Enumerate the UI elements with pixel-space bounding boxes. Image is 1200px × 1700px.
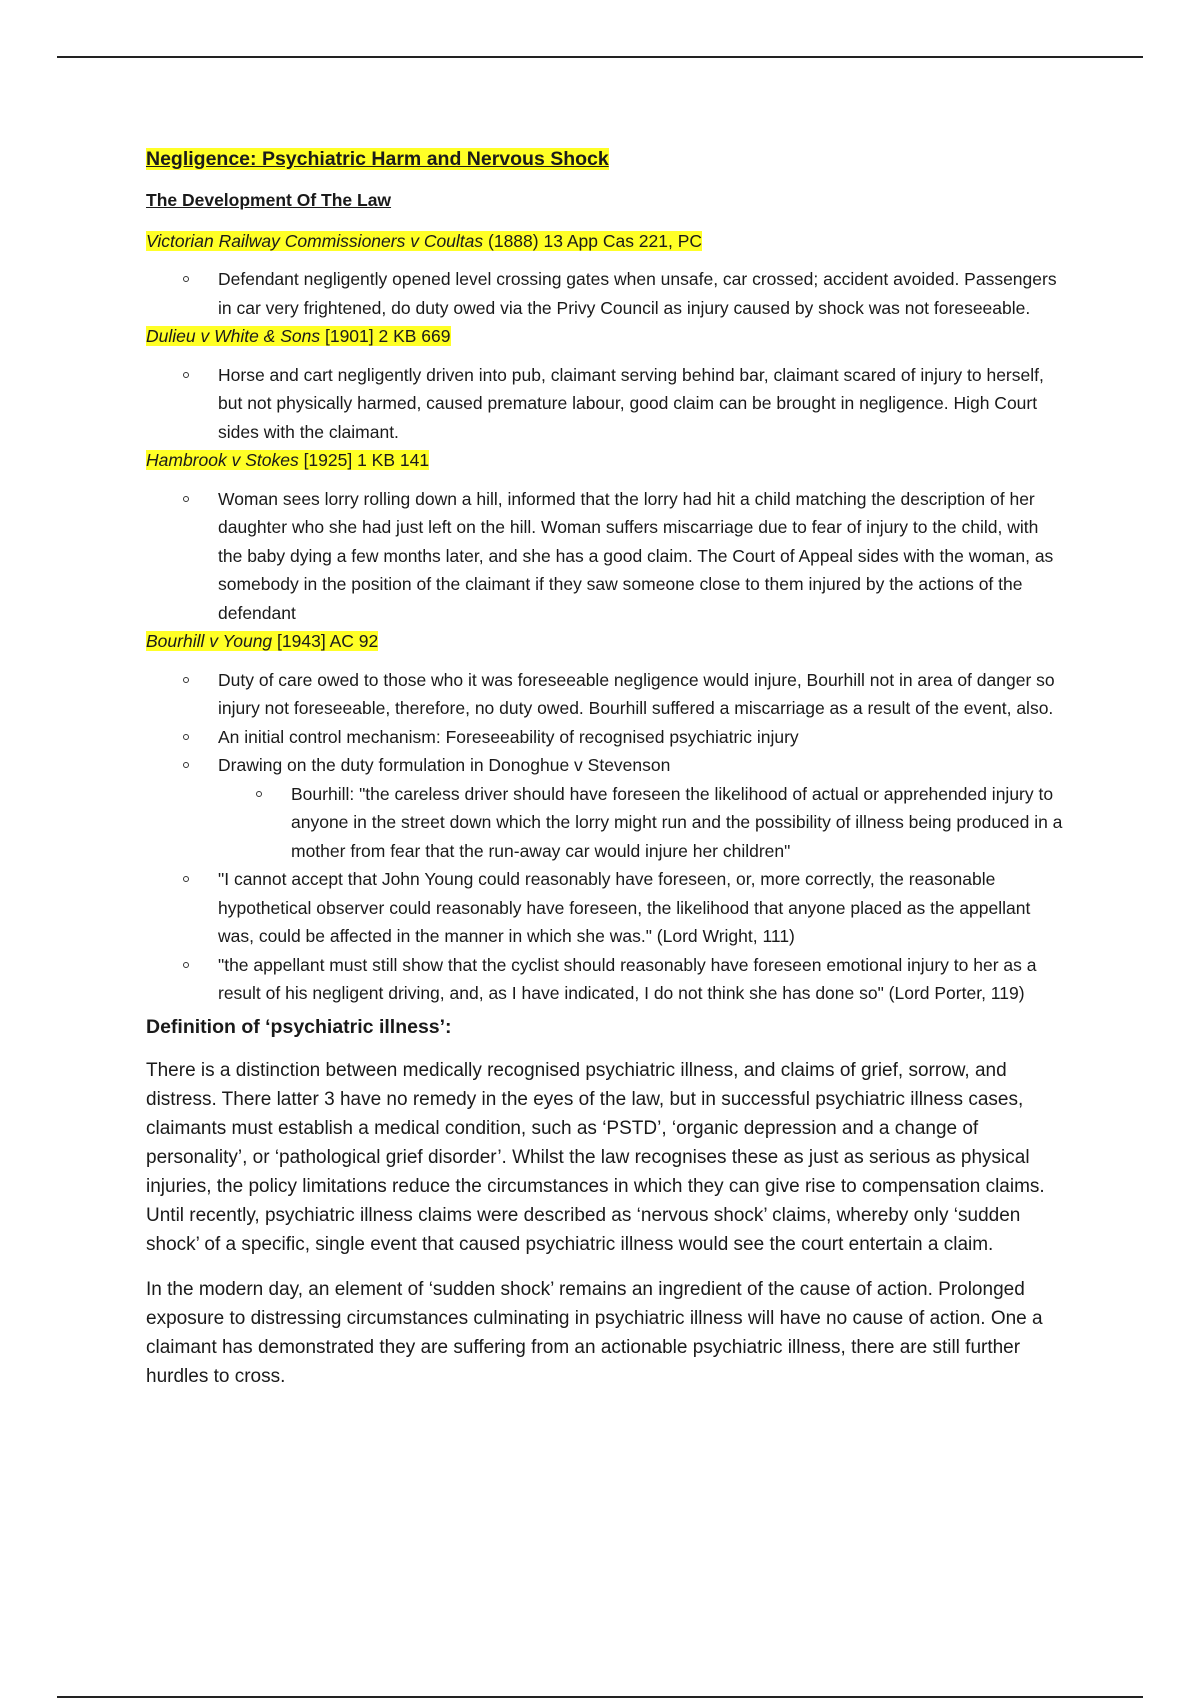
- case-heading: [146, 446, 1066, 475]
- case-bullet-list: [146, 666, 1066, 1008]
- definition-heading: Definition of ‘psychiatric illness’:: [146, 1015, 452, 1038]
- hollow-bullet-icon: [183, 276, 189, 282]
- hollow-bullet-icon: [183, 734, 189, 740]
- page-top-rule: [57, 56, 1143, 58]
- hollow-bullet-icon: [183, 876, 189, 882]
- case-name: Hambrook v Stokes: [146, 450, 299, 470]
- case-name: Bourhill v Young: [146, 631, 273, 651]
- list-item: Duty of care owed to those who it was foreseeable negligence would injure, Bourhill not in area of danger so injury not foreseeable, therefore, no duty owed. Bourhill suffered a miscarriage as a result of the event, also.: [146, 666, 1066, 723]
- case-bullet-list: [146, 485, 1066, 628]
- case-citation: (1888) 13 App Cas 221, PC: [483, 230, 703, 251]
- list-item: "the appellant must still show that the cyclist should reasonably have foreseen emotional injury to her as a result of his negligent driving, and, as I have indicated, I do not think she has done so" (Lord Porter, 119): [146, 951, 1066, 1008]
- list-item: "I cannot accept that John Young could reasonably have foreseen, or, more correctly, the reasonable hypothetical observer could reasonably have foreseen, the likelihood that anyone placed as the appellant was, could be affected in the manner in which she was." (Lord Wright, 111): [146, 865, 1066, 951]
- section-subheading: The Development Of The Law: [146, 190, 392, 210]
- case-name: Victorian Railway Commissioners v Coultas: [146, 230, 484, 251]
- case-citation: [1925] 1 KB 141: [298, 450, 430, 470]
- hollow-bullet-icon: [256, 791, 262, 797]
- case-heading: [146, 322, 1066, 351]
- sub-list-item: Bourhill: "the careless driver should have foreseen the likelihood of actual or apprehended injury to anyone in the street down which the lorry might run and the possibility of illness being produced in a mother from fear that the run-away car would injure her children": [146, 780, 1066, 866]
- case-heading: [146, 627, 1066, 656]
- document-title: [146, 144, 1066, 174]
- case-bullet-list: [146, 361, 1066, 447]
- case-citation: [1943] AC 92: [272, 631, 379, 651]
- body-paragraph: In the modern day, an element of ‘sudden shock’ remains an ingredient of the cause of action. Prolonged exposure to distressing circumstances culminating in psychiatric illness will have no cause of action. One a claimant has demonstrated they are suffering from an actionable psychiatric illness, there are still further hurdles to cross.: [146, 1278, 1043, 1387]
- case-heading: [146, 227, 1066, 256]
- hollow-bullet-icon: [183, 962, 189, 968]
- case-name: Dulieu v White & Sons: [146, 326, 321, 346]
- list-item: Woman sees lorry rolling down a hill, informed that the lorry had hit a child matching the description of her daughter who she had just left on the hill. Woman suffers miscarriage due to fear of injury to the child, with the baby dying a few months later, and she has a good claim. The Court of Appeal sides with the woman, as somebody in the position of the claimant if they saw someone close to them injured by the actions of the defendant: [146, 485, 1066, 628]
- hollow-bullet-icon: [183, 762, 189, 768]
- body-paragraph: There is a distinction between medically recognised psychiatric illness, and claims of grief, sorrow, and distress. There latter 3 have no remedy in the eyes of the law, but in successful psychiatric illness cases, claimants must establish a medical condition, such as ‘PSTD’, ‘organic depression and a change of personality’, or ‘pathological grief disorder’. Whilst the law recognises these as just as serious as physical injuries, the policy limitations reduce the circumstances in which they can give rise to compensation claims. Until recently, psychiatric illness claims were described as ‘nervous shock’ claims, whereby only ‘sudden shock’ of a specific, single event that caused psychiatric illness would see the court entertain a claim.: [146, 1059, 1045, 1255]
- page-bottom-rule: [57, 1696, 1143, 1698]
- list-item: Horse and cart negligently driven into pub, claimant serving behind bar, claimant scared of injury to herself, but not physically harmed, caused premature labour, good claim can be brought in negligence. High Court sides with the claimant.: [146, 361, 1066, 447]
- case-citation: [1901] 2 KB 669: [320, 326, 451, 346]
- hollow-bullet-icon: [183, 496, 189, 502]
- case-bullet-list: [146, 265, 1066, 322]
- list-item: An initial control mechanism: Foreseeability of recognised psychiatric injury: [146, 723, 1066, 752]
- hollow-bullet-icon: [183, 677, 189, 683]
- list-item: Drawing on the duty formulation in Donoghue v Stevenson: [146, 751, 1066, 780]
- list-item: Defendant negligently opened level crossing gates when unsafe, car crossed; accident avoided. Passengers in car very frightened, do duty owed via the Privy Council as injury caused by shock was not foreseeable.: [146, 265, 1066, 322]
- document-title-text: Negligence: Psychiatric Harm and Nervous Shock: [146, 148, 609, 170]
- hollow-bullet-icon: [183, 372, 189, 378]
- document-body: [146, 144, 1066, 1407]
